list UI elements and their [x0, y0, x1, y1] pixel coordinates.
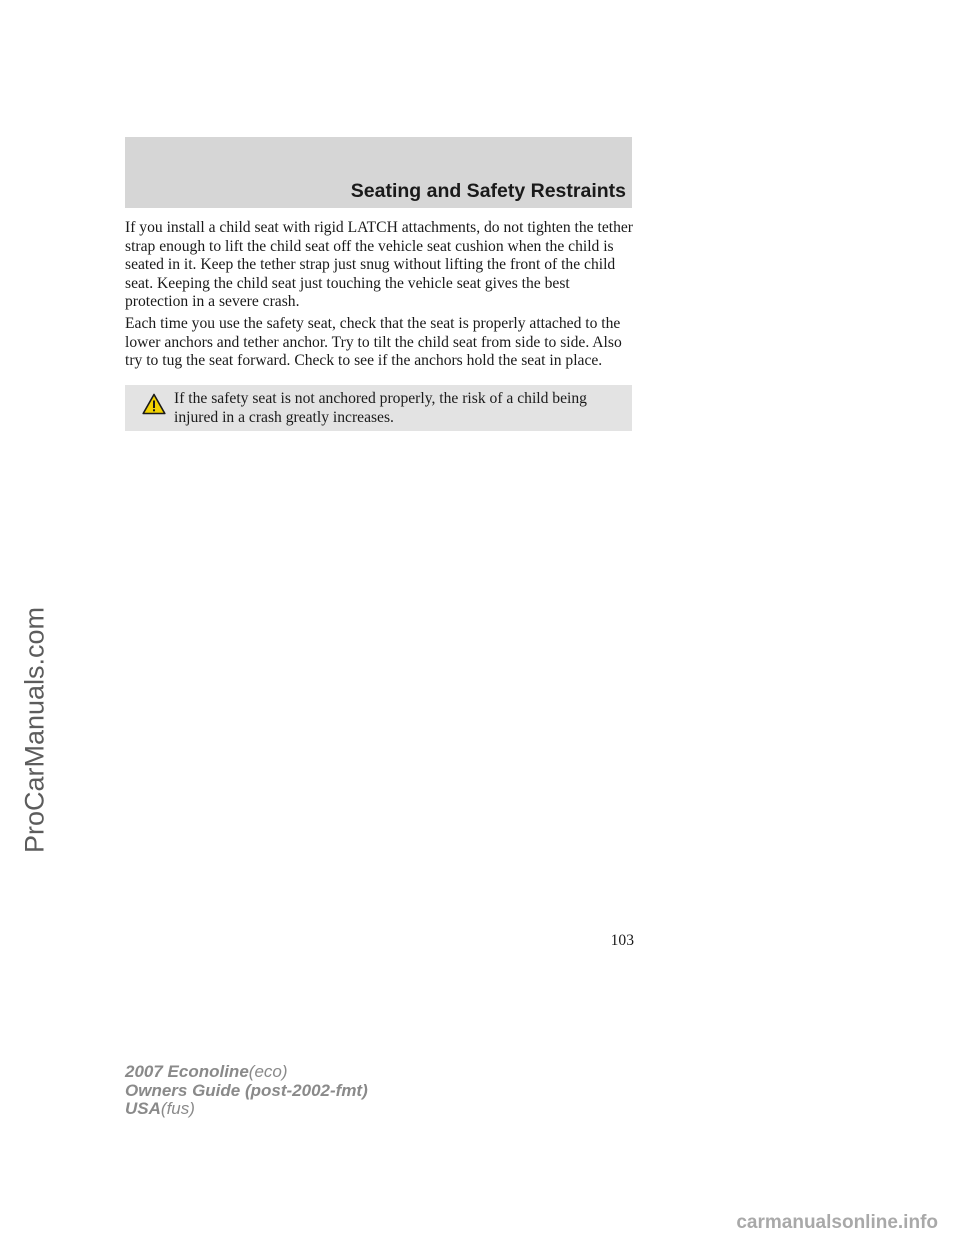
- section-title: Seating and Safety Restraints: [350, 180, 626, 202]
- warning-text: If the safety seat is not anchored properly, the risk of a child being injured in a crash greatly increases.: [174, 390, 587, 426]
- footer-guide: Owners Guide (post-2002-fmt): [125, 1080, 368, 1100]
- document-footer: [125, 1063, 368, 1119]
- footer-line-2: [125, 1082, 368, 1101]
- footer-model-code: (eco): [248, 1062, 288, 1081]
- bottom-watermark: carmanualsonline.info: [736, 1212, 938, 1233]
- body-paragraph-1: If you install a child seat with rigid LATCH attachments, do not tighten the tether strap enough to lift the child seat off the vehicle seat cushion when the child is seated in it. Keep the tether strap just snug without lifting the front of the child seat. Keeping the child seat just touching the vehicle seat gives the best protection in a severe crash.: [125, 219, 633, 311]
- footer-line-1: [125, 1063, 368, 1082]
- warning-triangle-icon: [142, 393, 166, 415]
- body-paragraph-2: Each time you use the safety seat, check that the seat is properly attached to the lower anchors and tether anchor. Try to tilt the child seat from side to side. Also try to tug the seat forward. Check to see if the anchors hold the seat in place.: [125, 315, 622, 370]
- footer-line-3: [125, 1100, 368, 1119]
- side-watermark: ProCarManuals.com: [19, 606, 50, 854]
- footer-model: 2007 Econoline: [125, 1062, 249, 1081]
- footer-market: USA: [125, 1099, 161, 1118]
- section-header-band: [125, 137, 632, 208]
- warning-box: [125, 385, 632, 431]
- footer-market-code: (fus): [160, 1099, 195, 1118]
- page-number: 103: [610, 932, 634, 949]
